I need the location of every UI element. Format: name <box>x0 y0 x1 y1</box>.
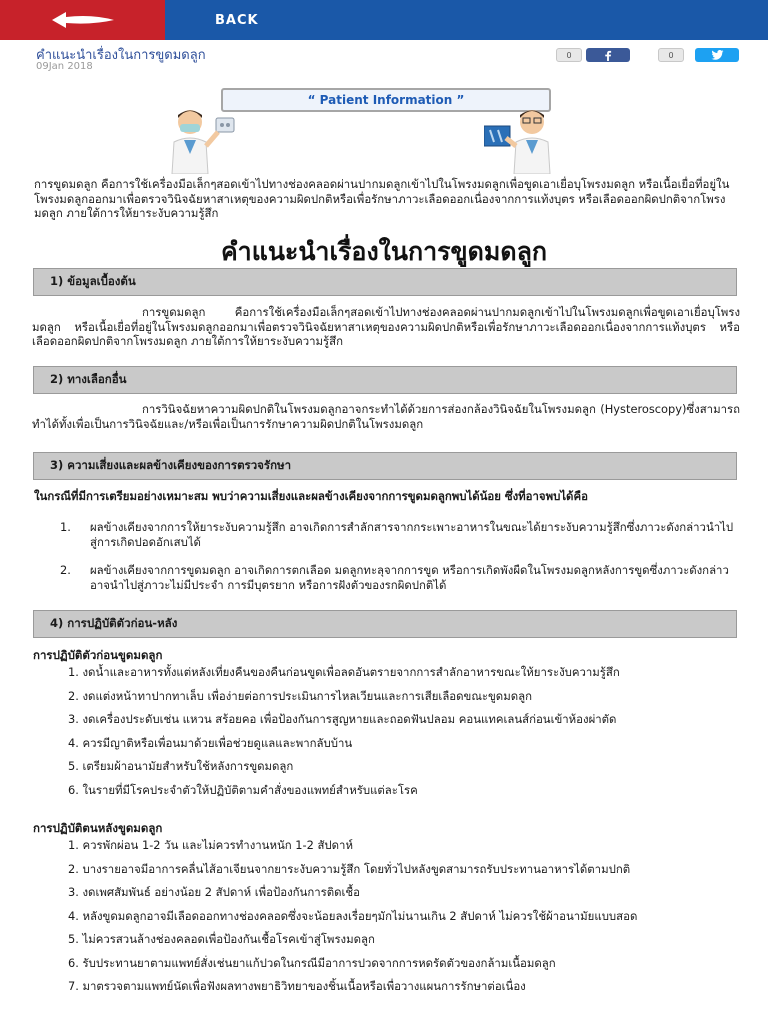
list-item: 1. ผลข้างเคียงจากการให้ยาระงับความรู้สึก อาจเกิดการสำลักสารจากกระเพาะอาหารในขณะได้ยาระงับความรู้สึกซึ่งภาวะดังกล่าวนำไปสู่การเกิดปอดอักเสบได้ <box>60 520 734 549</box>
after-care-title: การปฏิบัติตนหลังขูดมดลูก <box>33 821 163 835</box>
page-title: คำแนะนำเรื่องในการขูดมดลูก <box>220 237 548 266</box>
list-item: 4. หลังขูดมดลูกอาจมีเลือดออกทางช่องคลอดซึ่งจะน้อยลงเรื่อยๆมักไม่นานเกิน 2 สัปดาห์ ไม่ควรใช้ผ้าอนามัยแบบสอด <box>68 908 638 923</box>
section-2-heading: 2) ทางเลือกอื่น <box>50 372 127 386</box>
twitter-icon <box>711 50 724 60</box>
list-item: 3. งดเพศสัมพันธ์ อย่างน้อย 2 สัปดาห์ เพื่อป้องกันการติดเชื้อ <box>68 885 361 899</box>
section-2-header <box>33 366 737 394</box>
before-care-list <box>32 665 740 806</box>
section-4-heading: 4) การปฏิบัติตัวก่อน-หลัง <box>50 616 178 630</box>
list-item: 5. เตรียมผ้าอนามัยสำหรับใช้หลังการขูดมดลูก <box>68 759 294 773</box>
list-item: 2. บางรายอาจมีอาการคลื่นไส้อาเจียนจากยาระงับความรู้สึก โดยทั่วไปหลังขูดสามารถรับประทานอาหารได้ตามปกติ <box>68 861 631 876</box>
back-button[interactable] <box>165 0 768 40</box>
list-item: 2. งดแต่งหน้าทาปากทาเล็บ เพื่อง่ายต่อการประเมินการไหลเวียนและการเสียเลือดขณะขูดมดลูก <box>68 688 532 703</box>
intro-paragraph: การขูดมดลูก คือการใช้เครื่องมือเล็กๆสอดเข้าไปทางช่องคลอดผ่านปากมดลูกเข้าไปในโพรงมดลูกเพื่อขูดเอาเยื่อบุโพรงมดลูก หรือเนื้อเยื่อที่อยู่ในโพรงมดลูกออกมาเพื่อตรวจวินิจฉัยหาสาเหตุของความผิดปกติหรือเพื่อรักษาภาวะเลือดออกเนื่องจากการแท้งบุตร หรือเลือดออกผิดปกติจากโพรงมดลูก ภายใต้การให้ยาระงับความรู้สึก <box>34 177 730 220</box>
section-3-header <box>33 452 737 480</box>
section-3-lead: ในกรณีที่มีการเตรียมอย่างเหมาะสม พบว่าความเสี่ยงและผลข้างเคียงจากการขูดมดลูกพบได้น้อย ซึ่งที่อาจพบได้คือ <box>34 489 588 503</box>
section-1-heading: 1) ข้อมูลเบื้องต้น <box>50 274 136 288</box>
list-item: 3. งดเครื่องประดับเช่น แหวน สร้อยคอ เพื่อป้องกันการสูญหายและถอดฟันปลอม คอนแทคเลนส์ก่อนเข้าห้องผ่าตัด <box>68 712 617 726</box>
banner-text: “ Patient Information ” <box>307 93 465 107</box>
list-item: 6. ในรายที่มีโรคประจำตัวให้ปฏิบัติตามคำสั่งของแพทย์สำหรับแต่ละโรค <box>68 782 418 797</box>
section-4-header <box>33 610 737 638</box>
article-date: 09Jan 2018 <box>36 61 93 72</box>
list-item: 7. มาตรวจตามแพทย์นัดเพื่อฟังผลทางพยาธิวิทยาของชิ้นเนื้อหรือเพื่อวางแผนการรักษาต่อเนื่อง <box>68 979 526 993</box>
list-item: 1. งดน้ำและอาหารทั้งแต่หลังเที่ยงคืนของคืนก่อนขูดเพื่อลดอันตรายจากการสำลักอาหารขณะให้ยาระงับความรู้สึก <box>68 665 620 679</box>
doctor-illustration-right <box>484 106 564 174</box>
back-label: BACK <box>215 12 259 28</box>
article-title: คำแนะนำเรื่องในการขูดมดลูก <box>36 48 206 63</box>
section-1-header <box>33 268 737 296</box>
list-item: 5. ไม่ควรสวนล้างช่องคลอดเพื่อป้องกันเชื้อโรคเข้าสู่โพรงมดลูก <box>68 932 375 946</box>
after-care-list <box>32 838 740 1003</box>
before-care-title: การปฏิบัติตัวก่อนขูดมดลูก <box>33 648 163 662</box>
section-2-body: การวินิจฉัยหาความผิดปกติในโพรงมดลูกอาจกระทำได้ด้วยการส่องกล้องวินิจฉัยในโพรงมดลูก (Hysteroscopy)ซึ่งสามารถทำได้ทั้งเพื่อเป็นการวินิจฉัยและ/หรือเพื่อเป็นการรักษาความผิดปกติในโพรงมดลูก <box>32 402 740 431</box>
back-arrow-button[interactable] <box>0 0 165 40</box>
top-bar <box>0 0 768 40</box>
doctor-illustration-left <box>158 106 238 174</box>
facebook-share-button[interactable] <box>586 48 630 62</box>
list-item: 2. ผลข้างเคียงจากการขูดมดลูก อาจเกิดการตกเลือด มดลูกทะลุจากการขูด หรือการเกิดพังผืดในโพรงมดลูกหลังการขูดซึ่งภาวะดังกล่าวอาจนำไปสู่ภาวะไม่มีประจำ การมีบุตรยาก หรือการฝังตัวของรกผิดปกติได้ <box>60 563 729 592</box>
list-item: 4. ควรมีญาติหรือเพื่อนมาด้วยเพื่อช่วยดูแลและพากลับบ้าน <box>68 735 353 750</box>
list-item: 6. รับประทานยาตามแพทย์สั่งเช่นยาแก้ปวดในกรณีมีอาการปวดจากการหดรัดตัวของกล้ามเนื้อมดลูก <box>68 955 556 970</box>
section-3-heading: 3) ความเสี่ยงและผลข้างเคียงของการตรวจรักษา <box>50 458 292 472</box>
facebook-icon <box>604 50 612 61</box>
list-item: 1. ควรพักผ่อน 1-2 วัน และไม่ควรทำงานหนัก 1-2 สัปดาห์ <box>68 838 353 852</box>
twitter-share-button[interactable] <box>695 48 739 62</box>
section-1-body: การขูดมดลูก คือการใช้เครื่องมือเล็กๆสอดเข้าไปทางช่องคลอดผ่านปากมดลูกเข้าไปในโพรงมดลูกเพื่อขูดเอาเยื่อบุโพรงมดลูก หรือเนื้อเยื่อที่อยู่ในโพรงมดลูกออกมาเพื่อตรวจวินิจฉัยหาสาเหตุของความผิดปกติหรือเพื่อรักษาภาวะเลือดออกเนื่องจากการแท้งบุตร หรือเลือดออกผิดปกติจากโพรงมดลูก ภายใต้การให้ยาระงับความรู้สึก <box>32 305 740 348</box>
share-count-mid: 0 <box>658 48 684 62</box>
section-3-list <box>60 520 740 606</box>
back-arrow-icon <box>48 8 118 32</box>
share-count-left: 0 <box>556 48 582 62</box>
